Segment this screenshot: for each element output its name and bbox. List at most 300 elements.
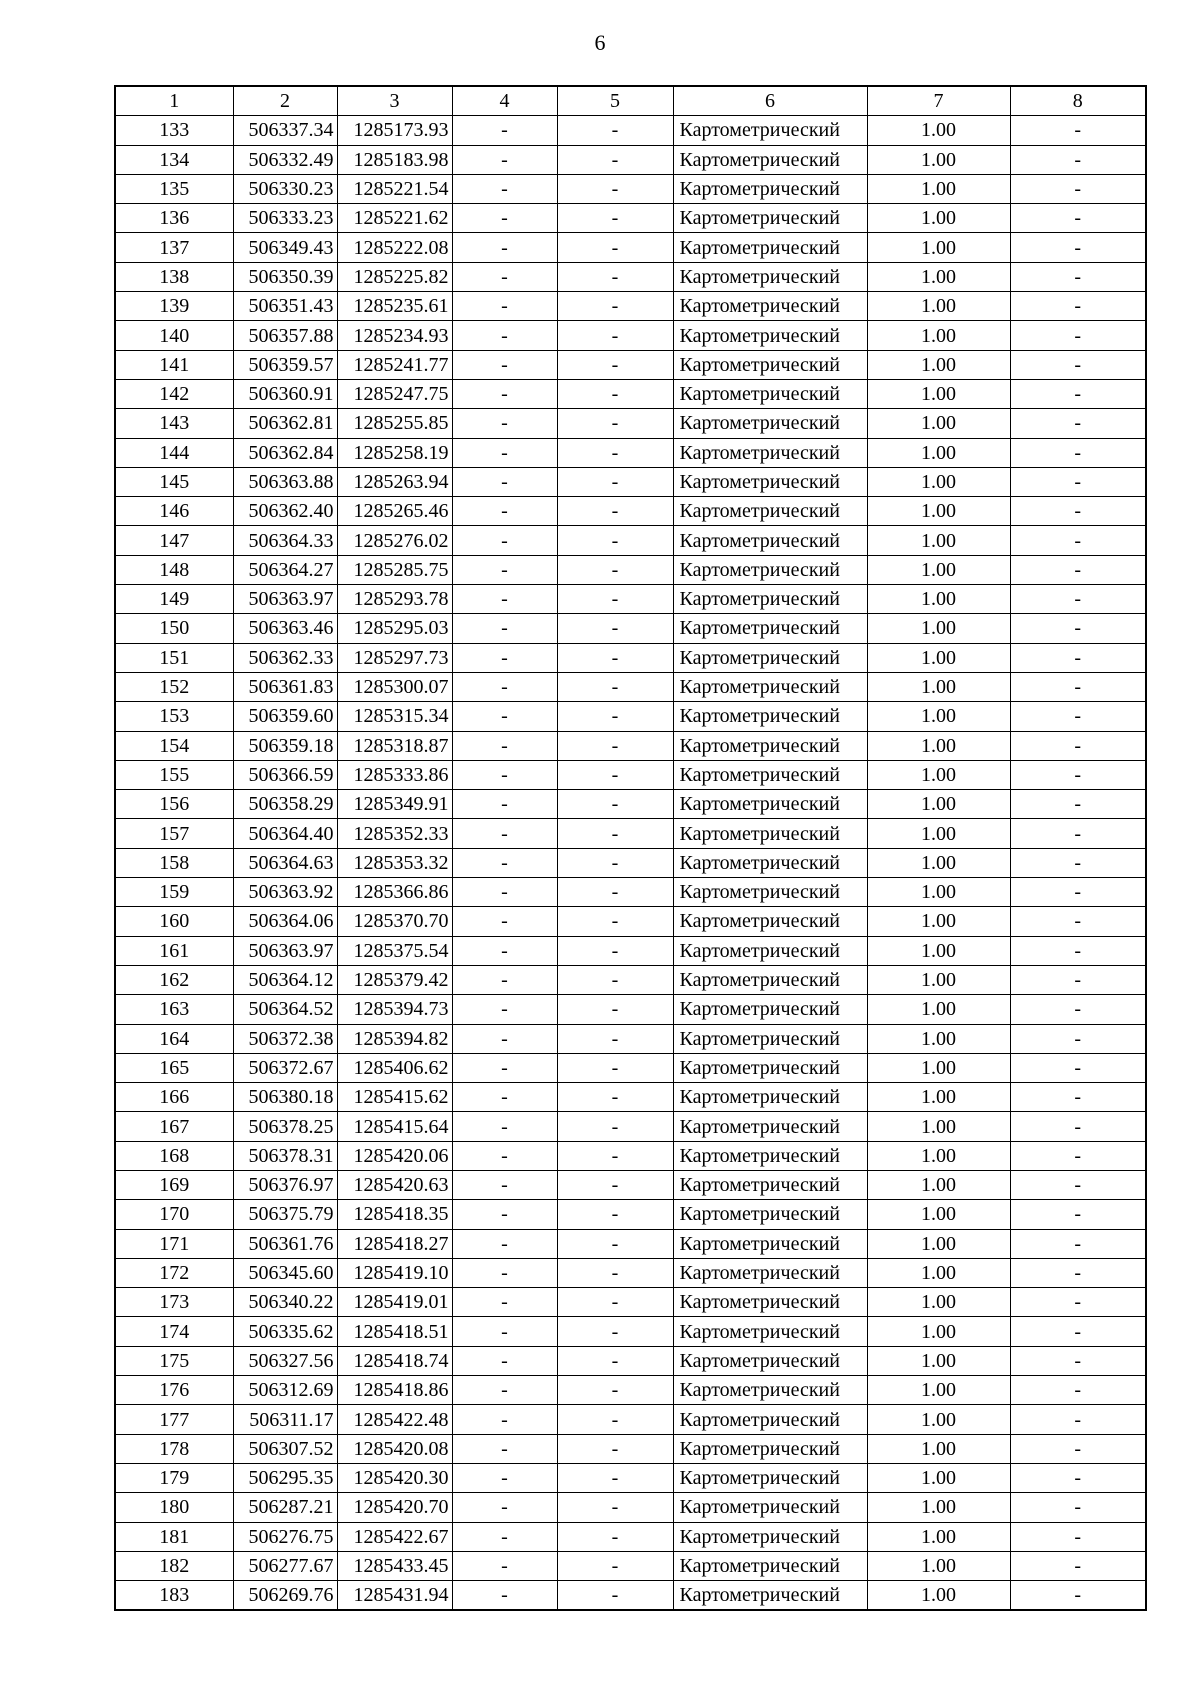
table-row [115,350,1146,379]
y-coordinate-cell: 1285300.07 [337,672,452,701]
header-row [115,86,1146,116]
column-8-cell: - [1010,292,1146,321]
column-4-cell: - [452,878,557,907]
method-cell: Картометрический [673,907,867,936]
x-coordinate-cell: 506358.29 [233,790,337,819]
y-coordinate-cell: 1285276.02 [337,526,452,555]
column-4-cell: - [452,790,557,819]
column-4-cell: - [452,907,557,936]
column-4-cell: - [452,995,557,1024]
accuracy-cell: 1.00 [867,1463,1010,1492]
point-number-cell: 174 [115,1317,233,1346]
column-4-cell: - [452,379,557,408]
x-coordinate-cell: 506364.52 [233,995,337,1024]
accuracy-cell: 1.00 [867,116,1010,145]
column-header: 2 [233,86,337,116]
column-4-cell: - [452,1258,557,1287]
point-number-cell: 144 [115,438,233,467]
column-4-cell: - [452,731,557,760]
table-row [115,555,1146,584]
accuracy-cell: 1.00 [867,526,1010,555]
column-4-cell: - [452,702,557,731]
column-8-cell: - [1010,995,1146,1024]
accuracy-cell: 1.00 [867,1405,1010,1434]
accuracy-cell: 1.00 [867,1083,1010,1112]
point-number-cell: 139 [115,292,233,321]
y-coordinate-cell: 1285265.46 [337,497,452,526]
point-number-cell: 183 [115,1581,233,1611]
method-cell: Картометрический [673,526,867,555]
y-coordinate-cell: 1285420.63 [337,1170,452,1199]
y-coordinate-cell: 1285183.98 [337,145,452,174]
y-coordinate-cell: 1285222.08 [337,233,452,262]
point-number-cell: 167 [115,1112,233,1141]
method-cell: Картометрический [673,555,867,584]
accuracy-cell: 1.00 [867,1024,1010,1053]
method-cell: Картометрический [673,350,867,379]
accuracy-cell: 1.00 [867,1551,1010,1580]
table-row [115,1581,1146,1611]
table-row [115,1170,1146,1199]
table-row [115,1083,1146,1112]
y-coordinate-cell: 1285333.86 [337,760,452,789]
accuracy-cell: 1.00 [867,467,1010,496]
accuracy-cell: 1.00 [867,1522,1010,1551]
x-coordinate-cell: 506359.60 [233,702,337,731]
x-coordinate-cell: 506307.52 [233,1434,337,1463]
y-coordinate-cell: 1285394.73 [337,995,452,1024]
column-4-cell: - [452,497,557,526]
point-number-cell: 142 [115,379,233,408]
column-8-cell: - [1010,145,1146,174]
column-5-cell: - [557,116,673,145]
column-5-cell: - [557,585,673,614]
accuracy-cell: 1.00 [867,672,1010,701]
column-8-cell: - [1010,965,1146,994]
column-5-cell: - [557,555,673,584]
accuracy-cell: 1.00 [867,1434,1010,1463]
column-8-cell: - [1010,585,1146,614]
point-number-cell: 177 [115,1405,233,1434]
point-number-cell: 143 [115,409,233,438]
table-row [115,145,1146,174]
y-coordinate-cell: 1285352.33 [337,819,452,848]
method-cell: Картометрический [673,760,867,789]
column-5-cell: - [557,497,673,526]
column-8-cell: - [1010,1112,1146,1141]
column-5-cell: - [557,1200,673,1229]
point-number-cell: 148 [115,555,233,584]
y-coordinate-cell: 1285221.54 [337,174,452,203]
method-cell: Картометрический [673,1346,867,1375]
y-coordinate-cell: 1285366.86 [337,878,452,907]
accuracy-cell: 1.00 [867,1053,1010,1082]
accuracy-cell: 1.00 [867,1493,1010,1522]
column-8-cell: - [1010,1170,1146,1199]
column-5-cell: - [557,1141,673,1170]
column-5-cell: - [557,233,673,262]
x-coordinate-cell: 506269.76 [233,1581,337,1611]
x-coordinate-cell: 506363.92 [233,878,337,907]
method-cell: Картометрический [673,1053,867,1082]
method-cell: Картометрический [673,672,867,701]
x-coordinate-cell: 506364.27 [233,555,337,584]
column-5-cell: - [557,1229,673,1258]
point-number-cell: 135 [115,174,233,203]
accuracy-cell: 1.00 [867,262,1010,291]
method-cell: Картометрический [673,1141,867,1170]
column-4-cell: - [452,174,557,203]
column-5-cell: - [557,790,673,819]
column-4-cell: - [452,1170,557,1199]
y-coordinate-cell: 1285293.78 [337,585,452,614]
method-cell: Картометрический [673,409,867,438]
x-coordinate-cell: 506312.69 [233,1376,337,1405]
column-5-cell: - [557,204,673,233]
x-coordinate-cell: 506360.91 [233,379,337,408]
y-coordinate-cell: 1285315.34 [337,702,452,731]
column-5-cell: - [557,614,673,643]
method-cell: Картометрический [673,1434,867,1463]
table-row [115,1258,1146,1287]
y-coordinate-cell: 1285235.61 [337,292,452,321]
method-cell: Картометрический [673,233,867,262]
x-coordinate-cell: 506277.67 [233,1551,337,1580]
column-8-cell: - [1010,1405,1146,1434]
y-coordinate-cell: 1285420.06 [337,1141,452,1170]
column-4-cell: - [452,1141,557,1170]
point-number-cell: 168 [115,1141,233,1170]
y-coordinate-cell: 1285418.27 [337,1229,452,1258]
column-4-cell: - [452,1463,557,1492]
accuracy-cell: 1.00 [867,204,1010,233]
table-body [115,116,1146,1611]
column-8-cell: - [1010,1463,1146,1492]
point-number-cell: 176 [115,1376,233,1405]
column-4-cell: - [452,1024,557,1053]
column-8-cell: - [1010,702,1146,731]
y-coordinate-cell: 1285418.86 [337,1376,452,1405]
x-coordinate-cell: 506363.97 [233,936,337,965]
column-4-cell: - [452,350,557,379]
column-5-cell: - [557,1258,673,1287]
column-8-cell: - [1010,204,1146,233]
x-coordinate-cell: 506362.84 [233,438,337,467]
table-row [115,1288,1146,1317]
accuracy-cell: 1.00 [867,1288,1010,1317]
y-coordinate-cell: 1285353.32 [337,848,452,877]
column-8-cell: - [1010,409,1146,438]
y-coordinate-cell: 1285318.87 [337,731,452,760]
column-5-cell: - [557,1317,673,1346]
point-number-cell: 164 [115,1024,233,1053]
x-coordinate-cell: 506364.06 [233,907,337,936]
x-coordinate-cell: 506363.88 [233,467,337,496]
method-cell: Картометрический [673,379,867,408]
x-coordinate-cell: 506378.25 [233,1112,337,1141]
column-8-cell: - [1010,1229,1146,1258]
method-cell: Картометрический [673,585,867,614]
y-coordinate-cell: 1285255.85 [337,409,452,438]
accuracy-cell: 1.00 [867,174,1010,203]
column-4-cell: - [452,1581,557,1611]
point-number-cell: 153 [115,702,233,731]
table-row [115,1024,1146,1053]
point-number-cell: 134 [115,145,233,174]
x-coordinate-cell: 506340.22 [233,1288,337,1317]
column-5-cell: - [557,438,673,467]
table-header [115,86,1146,116]
column-8-cell: - [1010,643,1146,672]
accuracy-cell: 1.00 [867,936,1010,965]
method-cell: Картометрический [673,262,867,291]
y-coordinate-cell: 1285173.93 [337,116,452,145]
accuracy-cell: 1.00 [867,438,1010,467]
column-4-cell: - [452,936,557,965]
x-coordinate-cell: 506332.49 [233,145,337,174]
column-4-cell: - [452,1493,557,1522]
accuracy-cell: 1.00 [867,965,1010,994]
x-coordinate-cell: 506363.97 [233,585,337,614]
accuracy-cell: 1.00 [867,1581,1010,1611]
y-coordinate-cell: 1285418.74 [337,1346,452,1375]
table-row [115,1317,1146,1346]
column-5-cell: - [557,292,673,321]
column-8-cell: - [1010,467,1146,496]
column-5-cell: - [557,526,673,555]
column-header: 8 [1010,86,1146,116]
x-coordinate-cell: 506376.97 [233,1170,337,1199]
accuracy-cell: 1.00 [867,760,1010,789]
accuracy-cell: 1.00 [867,409,1010,438]
column-8-cell: - [1010,1200,1146,1229]
column-4-cell: - [452,643,557,672]
coordinates-table [114,85,1147,1611]
table-row [115,1522,1146,1551]
x-coordinate-cell: 506375.79 [233,1200,337,1229]
accuracy-cell: 1.00 [867,379,1010,408]
y-coordinate-cell: 1285285.75 [337,555,452,584]
y-coordinate-cell: 1285415.64 [337,1112,452,1141]
y-coordinate-cell: 1285419.01 [337,1288,452,1317]
column-5-cell: - [557,321,673,350]
y-coordinate-cell: 1285420.08 [337,1434,452,1463]
x-coordinate-cell: 506372.38 [233,1024,337,1053]
column-5-cell: - [557,262,673,291]
column-4-cell: - [452,116,557,145]
table-row [115,116,1146,145]
x-coordinate-cell: 506362.81 [233,409,337,438]
page-number: 6 [594,30,606,55]
column-8-cell: - [1010,848,1146,877]
column-header: 3 [337,86,452,116]
method-cell: Картометрический [673,702,867,731]
accuracy-cell: 1.00 [867,995,1010,1024]
x-coordinate-cell: 506357.88 [233,321,337,350]
point-number-cell: 141 [115,350,233,379]
column-5-cell: - [557,1551,673,1580]
table-row [115,731,1146,760]
table-row [115,409,1146,438]
method-cell: Картометрический [673,1083,867,1112]
x-coordinate-cell: 506345.60 [233,1258,337,1287]
table-row [115,819,1146,848]
column-4-cell: - [452,1405,557,1434]
column-5-cell: - [557,174,673,203]
table-row [115,1551,1146,1580]
column-8-cell: - [1010,1581,1146,1611]
column-8-cell: - [1010,1053,1146,1082]
y-coordinate-cell: 1285221.62 [337,204,452,233]
method-cell: Картометрический [673,467,867,496]
x-coordinate-cell: 506350.39 [233,262,337,291]
column-header: 6 [673,86,867,116]
table-row [115,379,1146,408]
column-5-cell: - [557,848,673,877]
accuracy-cell: 1.00 [867,614,1010,643]
column-8-cell: - [1010,379,1146,408]
table-row [115,292,1146,321]
x-coordinate-cell: 506351.43 [233,292,337,321]
accuracy-cell: 1.00 [867,321,1010,350]
column-8-cell: - [1010,1376,1146,1405]
method-cell: Картометрический [673,1463,867,1492]
point-number-cell: 160 [115,907,233,936]
table-row [115,760,1146,789]
column-header: 7 [867,86,1010,116]
column-8-cell: - [1010,1522,1146,1551]
point-number-cell: 151 [115,643,233,672]
point-number-cell: 156 [115,790,233,819]
accuracy-cell: 1.00 [867,790,1010,819]
table-row [115,672,1146,701]
column-4-cell: - [452,555,557,584]
method-cell: Картометрический [673,1551,867,1580]
method-cell: Картометрический [673,1200,867,1229]
column-5-cell: - [557,965,673,994]
column-header: 4 [452,86,557,116]
y-coordinate-cell: 1285420.70 [337,1493,452,1522]
column-8-cell: - [1010,1551,1146,1580]
point-number-cell: 149 [115,585,233,614]
column-4-cell: - [452,321,557,350]
point-number-cell: 165 [115,1053,233,1082]
column-4-cell: - [452,1434,557,1463]
x-coordinate-cell: 506372.67 [233,1053,337,1082]
table-row [115,907,1146,936]
y-coordinate-cell: 1285433.45 [337,1551,452,1580]
y-coordinate-cell: 1285295.03 [337,614,452,643]
column-8-cell: - [1010,1258,1146,1287]
table-row [115,643,1146,672]
y-coordinate-cell: 1285422.48 [337,1405,452,1434]
table-row [115,1229,1146,1258]
table-row [115,1112,1146,1141]
column-4-cell: - [452,1112,557,1141]
column-4-cell: - [452,292,557,321]
column-4-cell: - [452,1200,557,1229]
y-coordinate-cell: 1285422.67 [337,1522,452,1551]
method-cell: Картометрический [673,1024,867,1053]
method-cell: Картометрический [673,1405,867,1434]
column-4-cell: - [452,467,557,496]
x-coordinate-cell: 506364.40 [233,819,337,848]
method-cell: Картометрический [673,145,867,174]
column-5-cell: - [557,1170,673,1199]
column-8-cell: - [1010,174,1146,203]
method-cell: Картометрический [673,292,867,321]
method-cell: Картометрический [673,174,867,203]
table-row [115,936,1146,965]
column-4-cell: - [452,585,557,614]
method-cell: Картометрический [673,731,867,760]
column-8-cell: - [1010,614,1146,643]
column-8-cell: - [1010,1024,1146,1053]
method-cell: Картометрический [673,848,867,877]
method-cell: Картометрический [673,936,867,965]
column-8-cell: - [1010,233,1146,262]
x-coordinate-cell: 506335.62 [233,1317,337,1346]
method-cell: Картометрический [673,614,867,643]
accuracy-cell: 1.00 [867,1258,1010,1287]
point-number-cell: 163 [115,995,233,1024]
accuracy-cell: 1.00 [867,848,1010,877]
column-5-cell: - [557,1581,673,1611]
y-coordinate-cell: 1285418.51 [337,1317,452,1346]
point-number-cell: 166 [115,1083,233,1112]
column-8-cell: - [1010,672,1146,701]
y-coordinate-cell: 1285419.10 [337,1258,452,1287]
accuracy-cell: 1.00 [867,1141,1010,1170]
x-coordinate-cell: 506362.40 [233,497,337,526]
x-coordinate-cell: 506364.12 [233,965,337,994]
column-5-cell: - [557,907,673,936]
x-coordinate-cell: 506311.17 [233,1405,337,1434]
table-row [115,790,1146,819]
y-coordinate-cell: 1285225.82 [337,262,452,291]
column-5-cell: - [557,1053,673,1082]
column-5-cell: - [557,731,673,760]
y-coordinate-cell: 1285415.62 [337,1083,452,1112]
point-number-cell: 155 [115,760,233,789]
column-4-cell: - [452,672,557,701]
x-coordinate-cell: 506330.23 [233,174,337,203]
column-5-cell: - [557,936,673,965]
column-4-cell: - [452,1053,557,1082]
accuracy-cell: 1.00 [867,731,1010,760]
x-coordinate-cell: 506295.35 [233,1463,337,1492]
column-8-cell: - [1010,350,1146,379]
table-row [115,467,1146,496]
column-4-cell: - [452,526,557,555]
point-number-cell: 170 [115,1200,233,1229]
method-cell: Картометрический [673,819,867,848]
point-number-cell: 182 [115,1551,233,1580]
table-row [115,614,1146,643]
table-row [115,848,1146,877]
accuracy-cell: 1.00 [867,907,1010,936]
column-4-cell: - [452,145,557,174]
table-row [115,204,1146,233]
y-coordinate-cell: 1285234.93 [337,321,452,350]
column-8-cell: - [1010,819,1146,848]
table-row [115,1200,1146,1229]
column-8-cell: - [1010,790,1146,819]
point-number-cell: 173 [115,1288,233,1317]
column-header: 1 [115,86,233,116]
y-coordinate-cell: 1285258.19 [337,438,452,467]
accuracy-cell: 1.00 [867,1346,1010,1375]
